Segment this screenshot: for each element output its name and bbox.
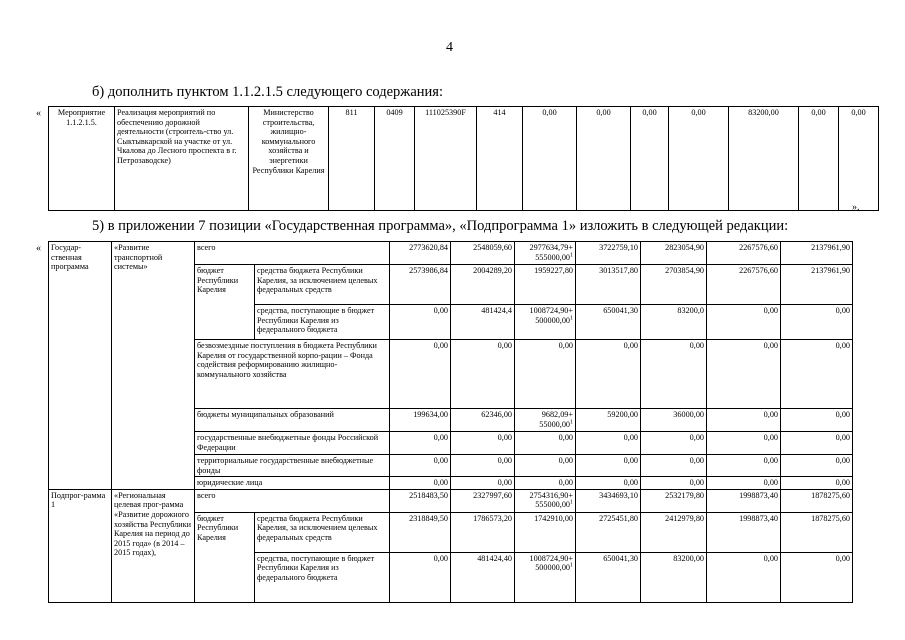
value-cell: 0,00 [390, 477, 451, 490]
value-cell: 0,00 [781, 409, 853, 432]
value-cell: 0,00 [839, 107, 879, 211]
source-label: средства, поступающие в бюджет Республики Карелия из федерального бюджета [255, 305, 390, 340]
table-row [49, 242, 853, 265]
value-cell: 0,00 [523, 107, 577, 211]
value-cell: 0,00 [577, 107, 631, 211]
value-cell: 1008724,90+ $500000,00^1$ [515, 305, 576, 340]
value-cell: 2773620,84 [390, 242, 451, 265]
page-number: 4 [446, 40, 453, 55]
source-label: юридические лица [195, 477, 390, 490]
table-program-appendix-7 [48, 241, 853, 603]
quote-open-1: « [36, 108, 41, 119]
value-cell: 2267576,60 [707, 242, 781, 265]
state-program-label: Государ-ственная программа [49, 242, 112, 490]
value-cell: 0,00 [390, 552, 451, 602]
value-cell: 199634,00 [390, 409, 451, 432]
subprogram-1-label: Подпрог-рамма 1 [49, 489, 112, 602]
value-cell: 2137961,90 [781, 265, 853, 305]
value-cell: 62346,00 [451, 409, 515, 432]
value-cell: 0,00 [515, 477, 576, 490]
footnote-mark: 1 [570, 314, 573, 321]
value-cell: 650041,30 [576, 552, 641, 602]
footnote-mark: 1 [570, 251, 573, 258]
value-cell: 0,00 [390, 340, 451, 409]
value-cell: 1959227,80 [515, 265, 576, 305]
value-cell: 0,00 [707, 552, 781, 602]
heading-item-b: б) дополнить пунктом 1.1.2.1.5 следующего содержания: [92, 84, 443, 100]
value-cell: 3013517,80 [576, 265, 641, 305]
value-cell: 0,00 [781, 432, 853, 455]
value-cell: 0,00 [451, 432, 515, 455]
value-cell: 83200,00 [641, 552, 707, 602]
value-cell: 0,00 [707, 432, 781, 455]
value-cell: 2703854,90 [641, 265, 707, 305]
source-label: средства, поступающие в бюджет Республики Карелия из федерального бюджета [255, 552, 390, 602]
code-csr: 111025390F [415, 107, 477, 211]
value-cell: 2573986,84 [390, 265, 451, 305]
footnote-mark: 1 [570, 562, 573, 569]
value-cell: 2532179,80 [641, 489, 707, 512]
source-label: всего [195, 242, 390, 265]
value-cell: 0,00 [707, 477, 781, 490]
value-cell: 650041,30 [576, 305, 641, 340]
value-cell: 0,00 [515, 455, 576, 477]
value-cell: 0,00 [451, 340, 515, 409]
value-cell: 2327997,60 [451, 489, 515, 512]
value-cell: 0,00 [781, 552, 853, 602]
quote-open-2: « [36, 243, 41, 254]
value-main: 1008724,90+ [529, 306, 573, 315]
footnote-mark: 1 [570, 418, 573, 425]
value-cell: 36000,00 [641, 409, 707, 432]
table-event-1-1-2-1-5 [48, 106, 879, 211]
value-cell: 0,00 [641, 340, 707, 409]
value-cell: 2267576,60 [707, 265, 781, 305]
value-cell: 2412979,80 [641, 512, 707, 552]
value-cell: 0,00 [781, 340, 853, 409]
value-main: 2754316,90+ [529, 490, 573, 500]
value-cell: 0,00 [781, 305, 853, 340]
value-main: 2977634,79+ [529, 243, 573, 252]
quote-close-1: ». [852, 202, 860, 213]
budget-rk-label: бюджет Республики Карелия [195, 265, 255, 340]
value-cell: 1786573,20 [451, 512, 515, 552]
state-program-name: «Развитие транспортной системы» [112, 242, 195, 490]
value-cell: 0,00 [669, 107, 729, 211]
value-cell: 2725451,80 [576, 512, 641, 552]
event-executor: Министерство строительства, жилищно-коммунального хозяйства и энергетики Республики Карелия [249, 107, 329, 211]
value-cell: 0,00 [515, 340, 576, 409]
value-cell: 2754316,90+ $555000,00^1$ [515, 489, 576, 512]
value-cell: 0,00 [390, 455, 451, 477]
value-cell: 9682,09+ $55000,00^1$ [515, 409, 576, 432]
value-cell: 2137961,90 [781, 242, 853, 265]
value-cell: 0,00 [576, 340, 641, 409]
value-cell: 3434693,10 [576, 489, 641, 512]
code-grbs: 811 [329, 107, 375, 211]
event-name: Реализация мероприятий по обеспечению дорожной деятельности (строитель-ство ул. Сыктывкарской на участке от ул. Чкалова до Лесного проспекта в г. Петрозаводске) [115, 107, 249, 211]
table-row [49, 107, 879, 211]
value-cell: 0,00 [451, 455, 515, 477]
value-cell: 0,00 [707, 409, 781, 432]
value-cell: 0,00 [576, 432, 641, 455]
value-cell: 0,00 [707, 340, 781, 409]
source-label: безвозмездные поступления в бюджета Республики Карелия от государственной корпо-рации – Фонда содействия реформированию жилищно-коммунального хозяйства [195, 340, 390, 409]
value-cell: 0,00 [451, 477, 515, 490]
value-cell: 83200,0 [641, 305, 707, 340]
value-cell: 1998873,40 [707, 512, 781, 552]
value-cell: 1878275,60 [781, 489, 853, 512]
value-cell: 83200,00 [729, 107, 799, 211]
value-cell: 0,00 [707, 455, 781, 477]
source-label: средства бюджета Республики Карелия, за исключением целевых федеральных средств [255, 265, 390, 305]
code-rzpr: 0409 [375, 107, 415, 211]
source-label: средства бюджета Республики Карелия, за исключением целевых федеральных средств [255, 512, 390, 552]
value-cell: 1998873,40 [707, 489, 781, 512]
value-cell: 0,00 [515, 432, 576, 455]
value-cell: 3722759,10 [576, 242, 641, 265]
value-cell: 0,00 [781, 477, 853, 490]
value-cell: 2823054,90 [641, 242, 707, 265]
value-cell: 59200,00 [576, 409, 641, 432]
value-cell: 2004289,20 [451, 265, 515, 305]
value-cell: 0,00 [631, 107, 669, 211]
value-cell: 1742910,00 [515, 512, 576, 552]
footnote-mark: 1 [570, 499, 573, 506]
value-cell: 0,00 [799, 107, 839, 211]
value-cell: 0,00 [576, 477, 641, 490]
value-main: 1008724,90+ [529, 553, 573, 563]
code-vr: 414 [477, 107, 523, 211]
value-cell: 0,00 [707, 305, 781, 340]
value-cell: 0,00 [641, 455, 707, 477]
value-cell: 1008724,90+ $500000,00^1$ [515, 552, 576, 602]
event-number: Мероприятие 1.1.2.1.5. [49, 107, 115, 211]
subprogram-1-name: «Региональная целевая прог-рамма «Развитие дорожного хозяйства Республики Карелия на период до 2015 года» (в 2014 – 2015 годах), [112, 489, 195, 602]
source-label: бюджеты муниципальных образований [195, 409, 390, 432]
value-cell: 2977634,79+ $555000,00^1$ [515, 242, 576, 265]
source-label: всего [195, 489, 390, 512]
value-cell: 2318849,50 [390, 512, 451, 552]
value-cell: 1878275,60 [781, 512, 853, 552]
value-cell: 0,00 [641, 477, 707, 490]
table-row [49, 489, 853, 512]
value-cell: 0,00 [576, 455, 641, 477]
heading-item-5: 5) в приложении 7 позиции «Государственная программа», «Подпрограмма 1» изложить в следующей редакции: [92, 218, 789, 234]
value-cell: 2548059,60 [451, 242, 515, 265]
value-cell: 2518483,50 [390, 489, 451, 512]
value-cell: 0,00 [781, 455, 853, 477]
value-main: 9682,09+ [541, 410, 573, 419]
source-label: территориальные государственные внебюджетные фонды [195, 455, 390, 477]
budget-rk-label: бюджет Республики Карелия [195, 512, 255, 602]
source-label: государственные внебюджетные фонды Российской Федерации [195, 432, 390, 455]
value-cell: 0,00 [390, 305, 451, 340]
value-cell: 481424,40 [451, 552, 515, 602]
value-cell: 0,00 [641, 432, 707, 455]
value-cell: 481424,4 [451, 305, 515, 340]
value-cell: 0,00 [390, 432, 451, 455]
